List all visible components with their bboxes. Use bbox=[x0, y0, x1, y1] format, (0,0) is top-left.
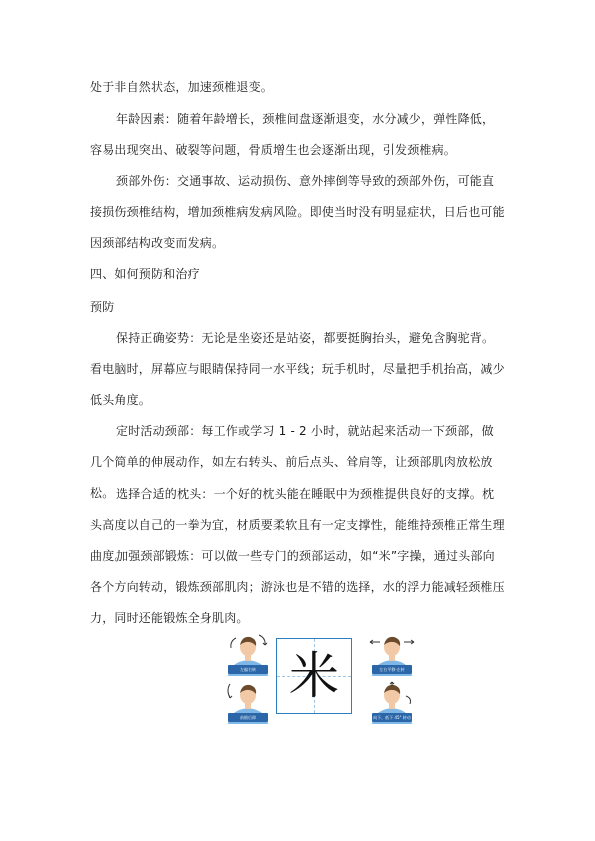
paragraph-neck-injury: 颈部外伤：交通事故、运动损伤、意外摔倒等导致的颈部外伤，可能直接损伤颈椎结构，增加颈椎病发病风险。即使当时没有明显症状，日后也可能因颈部结构改变而发病。 bbox=[90, 174, 505, 250]
paragraph-pillow: 选择合适的枕头：一个好的枕头能在睡眠中为颈椎提供良好的支撑。枕头高度以自己的一拳为宜，材质要柔软且有一定支撑性，能维持颈椎正常生理曲度。 bbox=[90, 487, 505, 563]
section-heading: 四、如何预防和治疗 bbox=[90, 267, 200, 281]
caption-top-right: 左右平移·左转 bbox=[372, 665, 412, 674]
exercise-figure-top-left bbox=[222, 632, 274, 676]
exercise-figure-top-right bbox=[366, 632, 418, 676]
exercise-figure-bottom-left bbox=[222, 680, 274, 724]
caption-bottom-right: 向下、低下 45° 转动 bbox=[373, 715, 411, 720]
paragraph-age-factor: 年龄因素：随着年龄增长，颈椎间盘逐渐退变，水分减少，弹性降低，容易出现突出、破裂等问题，骨质增生也会逐渐出现，引发颈椎病。 bbox=[90, 112, 495, 157]
exercise-figure-bottom-right bbox=[366, 680, 418, 724]
mi-character-box bbox=[276, 638, 352, 714]
paragraph-exercise: 加强颈部锻炼：可以做一些专门的颈部运动，如“米”字操，通过头部向各个方向转动，锻炼颈部肌肉；游泳也是不错的选择，水的浮力能减轻颈椎压力，同时还能锻炼全身肌肉。 bbox=[90, 549, 505, 625]
caption-top-left: 左偏右转 bbox=[228, 665, 268, 674]
paragraph-continuation: 处于非自然状态，加速颈椎退变。 bbox=[90, 80, 274, 94]
neck-exercise-figure bbox=[222, 632, 418, 724]
caption-bottom-left: 前俯后仰 bbox=[228, 713, 268, 722]
paragraph-posture: 保持正确姿势：无论是坐姿还是站姿，都要挺胸抬头，避免含胸驼背。看电脑时，屏幕应与眼睛保持同一水平线；玩手机时，尽量把手机抬高，减少低头角度。 bbox=[90, 331, 505, 407]
mi-character: 米 bbox=[289, 647, 339, 705]
subheading-prevention: 预防 bbox=[90, 300, 115, 314]
paragraph-neck-activity: 定时活动颈部：每工作或学习 1 - 2 小时，就站起来活动一下颈部，做几个简单的伸展动作，如左右转头、前后点头、耸肩等，让颈部肌肉放松放松。 bbox=[90, 424, 494, 500]
